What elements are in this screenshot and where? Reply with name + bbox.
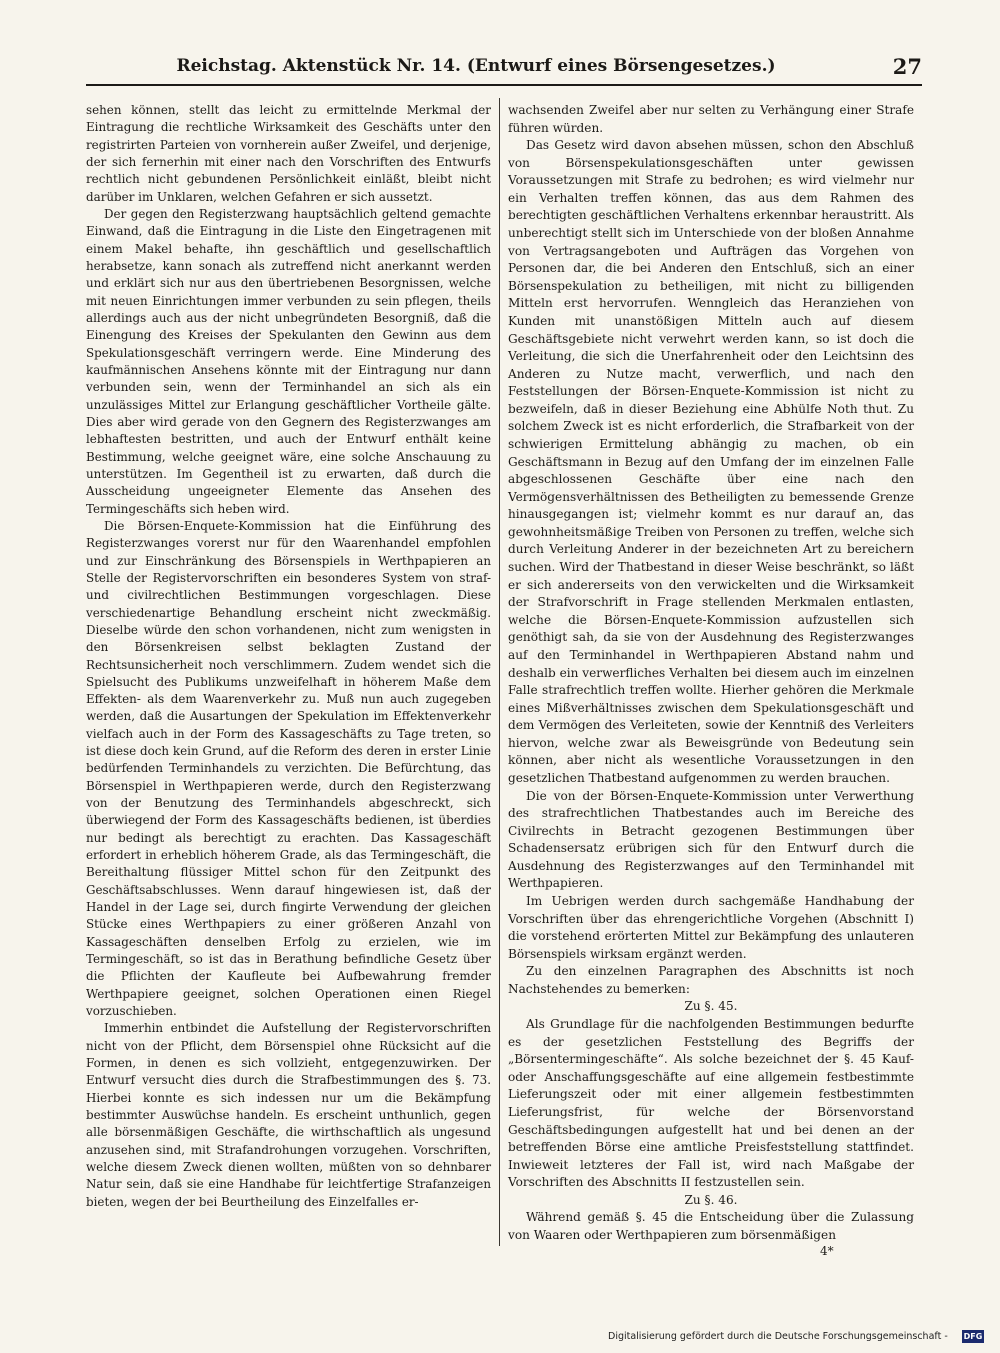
left-column xyxy=(86,102,491,1211)
page-number: 27 xyxy=(892,54,922,79)
left-column-paragraph: Der gegen den Registerzwang hauptsächlich geltend gemachte Einwand, daß die Eintragung in die Liste den Eingetragenen mit einem Makel behafte, ihn geschäftlich und gesellschaftlich herabsetze, kann sonach als zutreffend nicht anerkannt werden und erklärt sich nur aus den übertriebenen Besorgnissen, welche mit neuen Einrichtungen immer verbunden zu sein pflegen, theils allerdings auch aus der nicht unbegründeten Besorgniß, daß die Einengung des Kreises der Spekulanten den Gewinn aus dem Spekulationsgeschäft verringern werde. Eine Minderung des kaufmännischen Ansehens könnte mit der Eintragung nur dann verbunden sein, wenn der Terminhandel an sich als ein unzulässiges Mittel zur Erlangung geschäftlicher Vortheile gälte. Dies aber wird gerade von den Gegnern des Registerzwanges am lebhaftesten bestritten, und auch der Entwurf enthält keine Bestimmung, welche geeignet wäre, eine solche Anschauung zu unterstützen. Im Gegentheil ist zu erwarten, daß durch die Ausscheidung ungeeigneter Elemente das Ansehen des Termingeschäfts sich heben wird. xyxy=(86,206,491,516)
right-column-paragraph: Als Grundlage für die nachfolgenden Bestimmungen bedurfte es der gesetzlichen Feststellung des Begriffs der „Börsentermingeschäfte“. Als solche bezeichnet der §. 45 Kauf- oder Anschaffungsgeschäfte auf eine allgemein festbestimmte Lieferungszeit oder mit einer allgemein festbestimmten Lieferungsfrist, für welche der Börsenvorstand Geschäftsbedingungen aufgestellt hat und bei denen an der betreffenden Börse eine amtliche Preisfeststellung stattfindet. Inwieweit letzteres der Fall ist, wird nach Maßgabe der Vorschriften des Abschnitts II festzustellen sein. xyxy=(508,1017,914,1190)
dfg-logo: DFG xyxy=(963,1332,983,1341)
right-column-paragraph: Während gemäß §. 45 die Entscheidung über die Zulassung von Waaren oder Werthpapieren zum börsenmäßigen xyxy=(508,1210,914,1242)
left-column-paragraph: Immerhin entbindet die Aufstellung der Registervorschriften nicht von der Pflicht, dem Börsenspiel ohne Rücksicht auf die Formen, in denen es sich vollzieht, entgegenzuwirken. Der Entwurf versucht dies durch die Strafbestimmungen des §. 73. Hierbei konnte es sich indessen nur um die Bekämpfung bestimmter Auswüchse handeln. Es erscheint unthunlich, gegen alle börsenmäßigen Geschäfte, die wirthschaftlich als ungesund anzusehen sind, mit Strafandrohungen vorzugehen. Vorschriften, welche diesem Zweck dienen wollten, müßten von so dehnbarer Natur sein, daß sie eine Handhabe für leichtfertige Strafanzeigen bieten, wegen der bei Beurtheilung des Einzelfalles er- xyxy=(86,1021,491,1209)
right-column-paragraph: Im Uebrigen werden durch sachgemäße Handhabung der Vorschriften über das ehrengerichtliche Vorgehen (Abschnitt I) die vorstehend erörterten Mittel zur Bekämpfung des unlauteren Börsenspiels wirksam ergänzt werden. xyxy=(508,894,914,961)
section-heading: Zu §. 46. xyxy=(684,1192,738,1207)
right-column xyxy=(508,102,914,1245)
right-column-paragraph: wachsenden Zweifel aber nur selten zu Verhängung einer Strafe führen würden. xyxy=(508,103,914,135)
column-divider xyxy=(499,98,500,1246)
right-column-paragraph: Die von der Börsen-Enquete-Kommission unter Verwerthung des strafrechtlichen Thatbestandes auch im Bereiche des Civilrechts in Betracht gezogenen Bestimmungen über Schadensersatz erübrigen sich für den Entwurf durch die Ausdehnung des Registerzwanges auf den Terminhandel mit Werthpapieren. xyxy=(508,788,914,891)
left-column-paragraph: Die Börsen-Enquete-Kommission hat die Einführung des Registerzwanges vorerst nur für den Waarenhandel empfohlen und zur Einschränkung des Börsenspiels in Werthpapieren an Stelle der Registervorschriften ein besonderes System von straf- und civilrechtlichen Bestimmungen vorgeschlagen. Diese verschiedenartige Behandlung erscheint nicht zweckmäßig. Dieselbe würde den schon vorhandenen, nicht zum wenigsten in den Börsenkreisen selbst beklagten Zustand der Rechtsunsicherheit noch verschlimmern. Zudem wendet sich die Spielsucht des Publikums unzweifelhaft in höherem Maße dem Effekten- als dem Waarenverkehr zu. Muß nun auch zugegeben werden, daß die Ausartungen der Spekulation im Effektenverkehr vielfach auch in der Form des Kassageschäfts zu Tage treten, so ist diese doch kein Grund, auf die Reform des deren in erster Linie bedürfenden Terminhandels zu verzichten. Die Befürchtung, das Börsenspiel in Werthpapieren werde, durch den Registerzwang von der Benutzung des Terminhandels abgeschreckt, sich überwiegend der Form des Kassageschäfts bedienen, ist überdies nur bedingt als berechtigt zu erachten. Das Kassageschäft erfordert in erheblich höherem Grade, als das Termingeschäft, die Bereithaltung flüssiger Mittel schon für den Zeitpunkt des Geschäftsabschlusses. Wenn darauf hingewiesen ist, daß der Handel in der Lage sei, durch fingirte Verwendung der gleichen Stücke eines Werthpapiers zu einer größeren Anzahl von Kassageschäften denselben Erfolg zu erzielen, wie im Termingeschäft, so ist das in Berathung befindliche Gesetz über die Pflichten der Kaufleute bei Aufbewahrung fremder Werthpapiere geeignet, solchen Operationen einen Riegel vorzuschieben. xyxy=(86,518,491,1019)
page-header xyxy=(86,54,922,86)
section-heading: Zu §. 45. xyxy=(684,999,738,1014)
running-title: Reichstag. Aktenstück Nr. 14. (Entwurf eines Börsengesetzes.) xyxy=(176,56,776,76)
footer-credit: Digitalisierung gefördert durch die Deutsche Forschungsgemeinschaft - xyxy=(608,1331,948,1342)
left-column-paragraph: sehen können, stellt das leicht zu ermittelnde Merkmal der Eintragung die rechtliche Wirksamkeit des Geschäfts unter den registrirten Parteien von vornherein außer Zweifel, und derjenige, der sich fernerhin mit einer nach den Vorschriften des Entwurfs rechtlich nicht gebundenen Persönlichkeit einläßt, bleibt nicht darüber im Unklaren, welchen Gefahren er sich aussetzt. xyxy=(86,103,491,204)
right-column-paragraph: Das Gesetz wird davon absehen müssen, schon den Abschluß von Börsenspekulationsgeschäften unter gewissen Voraussetzungen mit Strafe zu bedrohen; es wird vielmehr nur ein Verhalten treffen können, das aus dem Rahmen des berechtigten geschäftlichen Verhaltens erkennbar heraustritt. Als unberechtigt stellt sich im Unterschiede von der bloßen Annahme von Vertragsangeboten und Aufträgen das Vorgehen von Personen dar, die bei Anderen den Entschluß, sich an einer Börsenspekulation zu betheiligen, mit nicht zu billigenden Mitteln erst hervorrufen. Wenngleich das Heranziehen von Kunden mit unanstößigen Mitteln auch auf diesem Geschäftsgebiete nicht verwehrt werden kann, so ist doch die Verleitung, die sich die Unerfahrenheit oder den Leichtsinn des Anderen zu Nutze macht, verwerflich, und nach den Feststellungen der Börsen-Enquete-Kommission ist nicht zu bezweifeln, daß in dieser Beziehung eine Abhülfe Noth thut. Zu solchem Zweck ist es nicht erforderlich, die Strafbarkeit von der schwierigen Ermittelung abhängig zu machen, ob ein Geschäftsmann in Bezug auf den Umfang der im einzelnen Falle abgeschlossenen Geschäfte über eine nach den Vermögensverhältnissen des Betheiligten zu bemessende Grenze hinausgegangen ist; vielmehr kommt es nur darauf an, das gewohnheitsmäßige Treiben von Personen zu treffen, welche sich durch Verleitung Anderer in der bezeichneten Art zu bereichern suchen. Wird der Thatbestand in dieser Weise beschränkt, so läßt er sich andererseits von den verwickelten und die Wirksamkeit der Strafvorschrift in Frage stellenden Merkmalen entlasten, welche die Börsen-Enquete-Kommission aufzustellen sich genöthigt sah, da sie von der Ausdehnung des Registerzwanges auf den Terminhandel in Werthpapieren Abstand nahm und deshalb ein verwerfliches Verhalten bei diesem auch im einzelnen Falle strafrechtlich treffen wollte. Hierher gehören die Merkmale eines Mißverhältnisses zwischen dem Spekulationsgeschäft und dem Vermögen des Verleiteten, sowie der Kenntniß des Verleiters hiervon, welche zwar als Beweisgründe von Bedeutung sein können, aber nicht als wesentliche Voraussetzungen in den gesetzlichen Thatbestand aufgenommen zu werden brauchen. xyxy=(508,138,914,785)
signature-mark: 4* xyxy=(820,1244,834,1258)
right-column-paragraph: Zu den einzelnen Paragraphen des Abschnitts ist noch Nachstehendes zu bemerken: xyxy=(508,964,914,996)
